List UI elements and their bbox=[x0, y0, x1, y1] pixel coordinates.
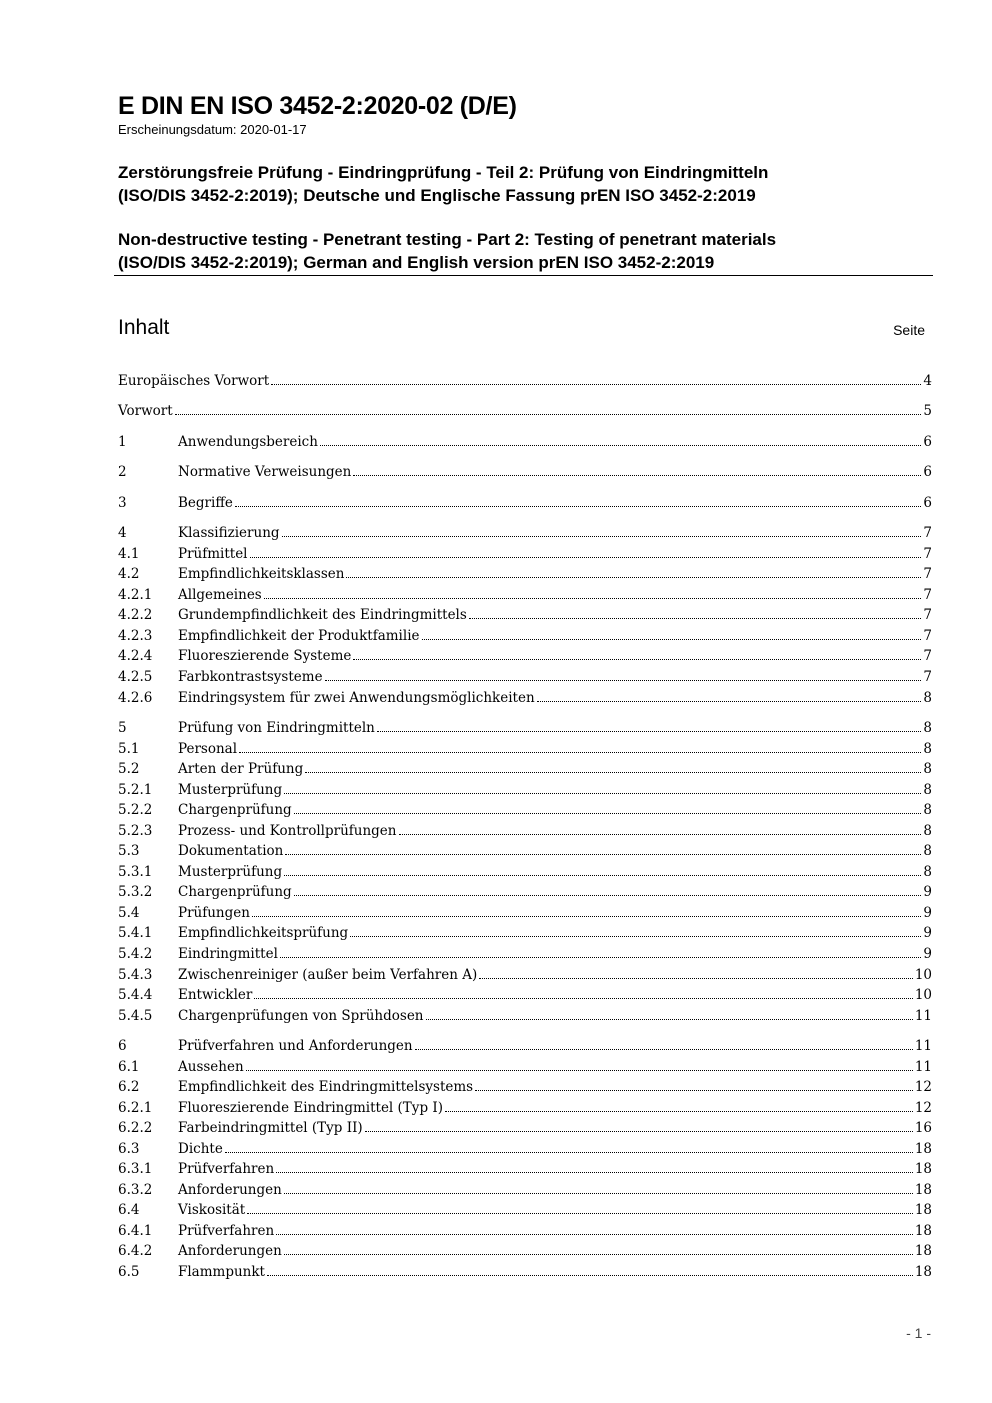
toc-entry-line bbox=[178, 605, 932, 625]
toc-entry-line bbox=[118, 401, 932, 421]
toc-entry-line bbox=[178, 523, 932, 543]
toc-entry-label: Prüfungen bbox=[178, 905, 250, 921]
toc-entry-number: 6.3 bbox=[118, 1141, 140, 1157]
toc-entry-number: 5.1 bbox=[118, 741, 140, 757]
toc-entry[interactable] bbox=[118, 1036, 932, 1056]
toc-dot-leader bbox=[353, 475, 921, 476]
toc-dot-leader bbox=[284, 793, 921, 794]
toc-entry-number: 6.1 bbox=[118, 1059, 140, 1075]
toc-entry-line bbox=[178, 1077, 932, 1097]
toc-dot-leader bbox=[479, 978, 913, 979]
toc-entry[interactable] bbox=[118, 1118, 932, 1138]
toc-entry-page: 12 bbox=[914, 1100, 932, 1116]
toc-entry-label: Entwickler bbox=[178, 987, 253, 1003]
toc-entry-line bbox=[178, 462, 932, 482]
toc-entry-line bbox=[178, 821, 932, 841]
toc-entry-number: 4.2.2 bbox=[118, 607, 153, 623]
toc-entry-page: 18 bbox=[914, 1264, 932, 1280]
toc-entry-number: 6.2 bbox=[118, 1079, 140, 1095]
toc-entry-line bbox=[178, 1200, 932, 1220]
toc-dot-leader bbox=[475, 1090, 913, 1091]
toc-dot-leader bbox=[247, 1213, 913, 1214]
toc-entry-page: 10 bbox=[914, 987, 932, 1003]
toc-entry-line bbox=[178, 1057, 932, 1077]
toc-entry-page: 8 bbox=[923, 782, 932, 798]
toc-entry-number: 6.5 bbox=[118, 1264, 140, 1280]
toc-entry-line bbox=[178, 1118, 932, 1138]
toc-entry-number: 5 bbox=[118, 720, 127, 736]
toc-entry-number: 5.3 bbox=[118, 843, 140, 859]
toc-entry[interactable] bbox=[118, 1200, 932, 1220]
toc-entry-page: 7 bbox=[923, 587, 932, 603]
toc-entry-number: 4.2.6 bbox=[118, 690, 153, 706]
toc-entry-page: 7 bbox=[923, 607, 932, 623]
toc-entry[interactable] bbox=[118, 944, 932, 964]
toc-dot-leader bbox=[469, 618, 922, 619]
toc-entry-number: 5.3.1 bbox=[118, 864, 153, 880]
toc-entry-number: 5.4 bbox=[118, 905, 140, 921]
toc-entry[interactable] bbox=[118, 821, 932, 841]
toc-entry[interactable] bbox=[118, 432, 932, 452]
toc-entry-page: 18 bbox=[914, 1141, 932, 1157]
toc-entry-line bbox=[178, 882, 932, 902]
toc-entry-page: 8 bbox=[923, 864, 932, 880]
toc-entry-line bbox=[178, 432, 932, 452]
toc-entry[interactable] bbox=[118, 985, 932, 1005]
toc-entry-line bbox=[178, 1262, 932, 1282]
title-german-line-1: Zerstörungsfreie Prüfung - Eindringprüfung - Teil 2: Prüfung von Eindringmitteln bbox=[118, 163, 769, 182]
toc-entry-label: Prüfung von Eindringmitteln bbox=[178, 720, 375, 736]
toc-dot-leader bbox=[271, 384, 921, 385]
toc-entry-line bbox=[178, 841, 932, 861]
toc-entry-label: Europäisches Vorwort bbox=[118, 373, 270, 389]
toc-entry-number: 6.3.1 bbox=[118, 1161, 153, 1177]
toc-entry[interactable] bbox=[118, 739, 932, 759]
toc-entry-number: 5.4.5 bbox=[118, 1008, 153, 1024]
toc-entry-page: 18 bbox=[914, 1161, 932, 1177]
toc-entry[interactable] bbox=[118, 1262, 932, 1282]
toc-entry-page: 8 bbox=[923, 741, 932, 757]
toc-entry[interactable] bbox=[118, 718, 932, 738]
toc-entry-label: Musterprüfung bbox=[178, 782, 283, 798]
toc-entry-label: Fluoreszierende Eindringmittel (Typ I) bbox=[178, 1100, 443, 1116]
toc-entry-line bbox=[178, 646, 932, 666]
toc-entry-page: 8 bbox=[923, 720, 932, 736]
toc-entry-number: 4.2.3 bbox=[118, 628, 153, 644]
toc-dot-leader bbox=[445, 1111, 913, 1112]
toc-dot-leader bbox=[246, 1070, 913, 1071]
toc-entry-number: 4 bbox=[118, 525, 127, 541]
toc-entry-number: 4.2.5 bbox=[118, 669, 153, 685]
toc-entry-page: 9 bbox=[923, 925, 932, 941]
toc-entry-label: Allgemeines bbox=[178, 587, 262, 603]
toc-entry-page: 5 bbox=[923, 403, 932, 419]
toc-entry-label: Chargenprüfung bbox=[178, 802, 292, 818]
toc-dot-leader bbox=[267, 1275, 913, 1276]
toc-entry-number: 1 bbox=[118, 434, 127, 450]
toc-entry-page: 11 bbox=[914, 1038, 932, 1054]
toc-entry-line bbox=[178, 493, 932, 513]
title-english-line-1: Non-destructive testing - Penetrant testing - Part 2: Testing of penetrant materials bbox=[118, 230, 777, 249]
footer-page-number: - 1 - bbox=[906, 1325, 931, 1341]
toc-entry-number: 5.2 bbox=[118, 761, 140, 777]
toc-entry-number: 6.2.2 bbox=[118, 1120, 153, 1136]
toc-entry-number: 5.2.3 bbox=[118, 823, 153, 839]
toc-entry[interactable] bbox=[118, 1139, 932, 1159]
toc-entry-label: Farbeindringmittel (Typ II) bbox=[178, 1120, 363, 1136]
toc-entry-page: 7 bbox=[923, 628, 932, 644]
toc-dot-leader bbox=[325, 680, 922, 681]
toc-entry-page: 18 bbox=[914, 1182, 932, 1198]
toc-dot-leader bbox=[320, 445, 921, 446]
toc-entry[interactable] bbox=[118, 462, 932, 482]
toc-entry-page: 12 bbox=[914, 1079, 932, 1095]
toc-entry-line bbox=[178, 903, 932, 923]
toc-entry[interactable] bbox=[118, 903, 932, 923]
toc-entry-line bbox=[178, 985, 932, 1005]
toc-entry-label: Anforderungen bbox=[178, 1182, 282, 1198]
toc-dot-leader bbox=[399, 834, 922, 835]
toc-entry-line bbox=[178, 1036, 932, 1056]
title-german-line-2: (ISO/DIS 3452-2:2019); Deutsche und Englische Fassung prEN ISO 3452-2:2019 bbox=[118, 186, 756, 205]
toc-entry-label: Normative Verweisungen bbox=[178, 464, 352, 480]
toc-dot-leader bbox=[282, 536, 922, 537]
toc-entry-label: Farbkontrastsysteme bbox=[178, 669, 323, 685]
toc-dot-leader bbox=[276, 1172, 913, 1173]
toc-entry-number: 2 bbox=[118, 464, 127, 480]
toc-entry-page: 18 bbox=[914, 1202, 932, 1218]
toc-entry-line bbox=[178, 739, 932, 759]
toc-entry-page: 7 bbox=[923, 525, 932, 541]
toc-entry-label: Prüfverfahren bbox=[178, 1161, 275, 1177]
toc-entry-page: 9 bbox=[923, 884, 932, 900]
toc-entry-number: 3 bbox=[118, 495, 127, 511]
toc-entry-label: Prüfverfahren bbox=[178, 1223, 275, 1239]
toc-dot-leader bbox=[537, 701, 922, 702]
contents-heading: Inhalt bbox=[118, 316, 170, 339]
toc-entry[interactable] bbox=[118, 585, 932, 605]
toc-entry[interactable] bbox=[118, 626, 932, 646]
toc-dot-leader bbox=[284, 875, 921, 876]
toc-entry-label: Aussehen bbox=[178, 1059, 244, 1075]
toc-entry-page: 18 bbox=[914, 1223, 932, 1239]
toc-entry-page: 7 bbox=[923, 669, 932, 685]
toc-dot-leader bbox=[426, 1019, 913, 1020]
toc-entry-line bbox=[118, 371, 932, 391]
toc-dot-leader bbox=[350, 936, 921, 937]
toc-entry-page: 16 bbox=[914, 1120, 932, 1136]
toc-entry-line bbox=[178, 1241, 932, 1261]
toc-entry[interactable] bbox=[118, 1180, 932, 1200]
toc-entry-number: 5.4.1 bbox=[118, 925, 153, 941]
toc-dot-leader bbox=[284, 1193, 913, 1194]
toc-dot-leader bbox=[175, 414, 922, 415]
toc-entry-page: 9 bbox=[923, 905, 932, 921]
toc-entry[interactable] bbox=[118, 1098, 932, 1118]
toc-entry[interactable] bbox=[118, 1057, 932, 1077]
toc-entry-line bbox=[178, 626, 932, 646]
toc-entry[interactable] bbox=[118, 923, 932, 943]
toc-entry-label: Chargenprüfung bbox=[178, 884, 292, 900]
toc-entry[interactable] bbox=[118, 759, 932, 779]
toc-entry-line bbox=[178, 759, 932, 779]
toc-entry-label: Eindringsystem für zwei Anwendungsmöglichkeiten bbox=[178, 690, 535, 706]
toc-entry[interactable] bbox=[118, 1006, 932, 1026]
toc-entry-page: 4 bbox=[923, 373, 932, 389]
toc-dot-leader bbox=[264, 598, 922, 599]
page-column-label: Seite bbox=[893, 322, 925, 338]
toc-entry-page: 6 bbox=[923, 464, 932, 480]
toc-entry-page: 6 bbox=[923, 434, 932, 450]
toc-entry-number: 6.4.1 bbox=[118, 1223, 153, 1239]
toc-entry-label: Dichte bbox=[178, 1141, 223, 1157]
toc-dot-leader bbox=[239, 752, 921, 753]
toc-entry-label: Viskosität bbox=[178, 1202, 246, 1218]
toc-entry-label: Musterprüfung bbox=[178, 864, 283, 880]
toc-entry-number: 5.4.3 bbox=[118, 967, 153, 983]
toc-entry-line bbox=[178, 1139, 932, 1159]
toc-entry-number: 5.3.2 bbox=[118, 884, 153, 900]
toc-dot-leader bbox=[225, 1152, 913, 1153]
toc-entry-line bbox=[178, 667, 932, 687]
toc-entry-number: 5.4.4 bbox=[118, 987, 153, 1003]
toc-entry[interactable] bbox=[118, 523, 932, 543]
toc-dot-leader bbox=[346, 577, 921, 578]
toc-entry-label: Empfindlichkeitsklassen bbox=[178, 566, 345, 582]
toc-entry-number: 6.4 bbox=[118, 1202, 140, 1218]
toc-entry-page: 11 bbox=[914, 1059, 932, 1075]
toc-entry[interactable] bbox=[118, 493, 932, 513]
toc-entry-line bbox=[178, 780, 932, 800]
toc-entry-label: Zwischenreiniger (außer beim Verfahren A) bbox=[178, 967, 478, 983]
toc-entry-page: 8 bbox=[923, 843, 932, 859]
toc-entry-label: Prozess- und Kontrollprüfungen bbox=[178, 823, 397, 839]
toc-entry-label: Arten der Prüfung bbox=[178, 761, 304, 777]
toc-entry-label: Personal bbox=[178, 741, 238, 757]
toc-entry-label: Prüfverfahren und Anforderungen bbox=[178, 1038, 413, 1054]
toc-dot-leader bbox=[276, 1234, 913, 1235]
toc-entry-line bbox=[178, 944, 932, 964]
toc-entry[interactable] bbox=[118, 605, 932, 625]
toc-entry[interactable] bbox=[118, 841, 932, 861]
toc-entry[interactable] bbox=[118, 780, 932, 800]
toc-entry-page: 9 bbox=[923, 946, 932, 962]
toc-entry[interactable] bbox=[118, 401, 932, 421]
toc-entry-label: Empfindlichkeit der Produktfamilie bbox=[178, 628, 420, 644]
toc-entry[interactable] bbox=[118, 1159, 932, 1179]
title-english bbox=[118, 228, 776, 274]
toc-entry-page: 8 bbox=[923, 690, 932, 706]
toc-entry-label: Fluoreszierende Systeme bbox=[178, 648, 352, 664]
toc-entry-number: 6 bbox=[118, 1038, 127, 1054]
toc-entry-number: 6.3.2 bbox=[118, 1182, 153, 1198]
toc-entry[interactable] bbox=[118, 1241, 932, 1261]
toc-dot-leader bbox=[252, 916, 921, 917]
toc-entry[interactable] bbox=[118, 688, 932, 708]
toc-entry-label: Begriffe bbox=[178, 495, 233, 511]
toc-entry-label: Klassifizierung bbox=[178, 525, 280, 541]
toc-entry-label: Grundempfindlichkeit des Eindringmittels bbox=[178, 607, 467, 623]
toc-entry-number: 4.2.4 bbox=[118, 648, 153, 664]
toc-entry-label: Vorwort bbox=[118, 403, 173, 419]
toc-entry-number: 6.2.1 bbox=[118, 1100, 153, 1116]
toc-entry-line bbox=[178, 1159, 932, 1179]
toc-entry-page: 8 bbox=[923, 802, 932, 818]
toc-dot-leader bbox=[254, 998, 912, 999]
toc-entry-line bbox=[178, 544, 932, 564]
toc-entry-line bbox=[178, 564, 932, 584]
toc-entry-number: 4.1 bbox=[118, 546, 140, 562]
toc-dot-leader bbox=[305, 772, 921, 773]
document-id: E DIN EN ISO 3452-2:2020-02 (D/E) bbox=[118, 92, 517, 120]
toc-entry[interactable] bbox=[118, 371, 932, 391]
toc-entry[interactable] bbox=[118, 667, 932, 687]
toc-entry-line bbox=[178, 1098, 932, 1118]
toc-dot-leader bbox=[377, 731, 922, 732]
toc-entry-page: 6 bbox=[923, 495, 932, 511]
toc-dot-leader bbox=[422, 639, 922, 640]
toc-dot-leader bbox=[285, 854, 921, 855]
toc-entry-line bbox=[178, 585, 932, 605]
toc-entry-label: Flammpunkt bbox=[178, 1264, 265, 1280]
toc-entry-label: Anwendungsbereich bbox=[178, 434, 318, 450]
title-german bbox=[118, 161, 768, 207]
toc-entry-line bbox=[178, 1221, 932, 1241]
toc-entry[interactable] bbox=[118, 1077, 932, 1097]
toc-entry-number: 6.4.2 bbox=[118, 1243, 153, 1259]
toc-dot-leader bbox=[284, 1254, 913, 1255]
toc-entry-page: 7 bbox=[923, 546, 932, 562]
toc-dot-leader bbox=[294, 813, 922, 814]
toc-entry-page: 18 bbox=[914, 1243, 932, 1259]
toc-entry-line bbox=[178, 1180, 932, 1200]
toc-entry-label: Eindringmittel bbox=[178, 946, 278, 962]
toc-entry[interactable] bbox=[118, 965, 932, 985]
toc-entry-line bbox=[178, 862, 932, 882]
toc-entry[interactable] bbox=[118, 564, 932, 584]
toc-dot-leader bbox=[365, 1131, 913, 1132]
toc-entry-page: 11 bbox=[914, 1008, 932, 1024]
toc-entry[interactable] bbox=[118, 882, 932, 902]
toc-entry-number: 4.2.1 bbox=[118, 587, 153, 603]
toc-dot-leader bbox=[294, 895, 922, 896]
toc-entry-page: 7 bbox=[923, 566, 932, 582]
toc-dot-leader bbox=[280, 957, 922, 958]
toc-entry-line bbox=[178, 1006, 932, 1026]
toc-entry-page: 7 bbox=[923, 648, 932, 664]
toc-entry-line bbox=[178, 718, 932, 738]
toc-entry-line bbox=[178, 965, 932, 985]
toc-dot-leader bbox=[235, 506, 922, 507]
toc-entry-line bbox=[178, 923, 932, 943]
publication-date: Erscheinungsdatum: 2020-01-17 bbox=[118, 122, 307, 137]
toc-entry-number: 5.4.2 bbox=[118, 946, 153, 962]
title-english-line-2: (ISO/DIS 3452-2:2019); German and English version prEN ISO 3452-2:2019 bbox=[118, 253, 715, 272]
toc-entry-line bbox=[178, 800, 932, 820]
toc-entry-line bbox=[178, 688, 932, 708]
toc-entry[interactable] bbox=[118, 862, 932, 882]
toc-entry-label: Chargenprüfungen von Sprühdosen bbox=[178, 1008, 424, 1024]
toc-entry-label: Dokumentation bbox=[178, 843, 284, 859]
toc-entry-number: 4.2 bbox=[118, 566, 140, 582]
toc-dot-leader bbox=[250, 557, 922, 558]
toc-entry[interactable] bbox=[118, 1221, 932, 1241]
toc-entry-page: 8 bbox=[923, 761, 932, 777]
toc-entry[interactable] bbox=[118, 800, 932, 820]
toc-entry-label: Prüfmittel bbox=[178, 546, 248, 562]
header-divider bbox=[114, 275, 933, 276]
toc-entry-label: Anforderungen bbox=[178, 1243, 282, 1259]
toc-dot-leader bbox=[415, 1049, 913, 1050]
toc-dot-leader bbox=[353, 659, 921, 660]
toc-entry-page: 8 bbox=[923, 823, 932, 839]
toc-entry-page: 10 bbox=[914, 967, 932, 983]
toc-entry-number: 5.2.2 bbox=[118, 802, 153, 818]
toc-entry-label: Empfindlichkeitsprüfung bbox=[178, 925, 349, 941]
toc-entry[interactable] bbox=[118, 544, 932, 564]
toc-entry-label: Empfindlichkeit des Eindringmittelsystems bbox=[178, 1079, 474, 1095]
toc-entry-number: 5.2.1 bbox=[118, 782, 153, 798]
toc-entry[interactable] bbox=[118, 646, 932, 666]
